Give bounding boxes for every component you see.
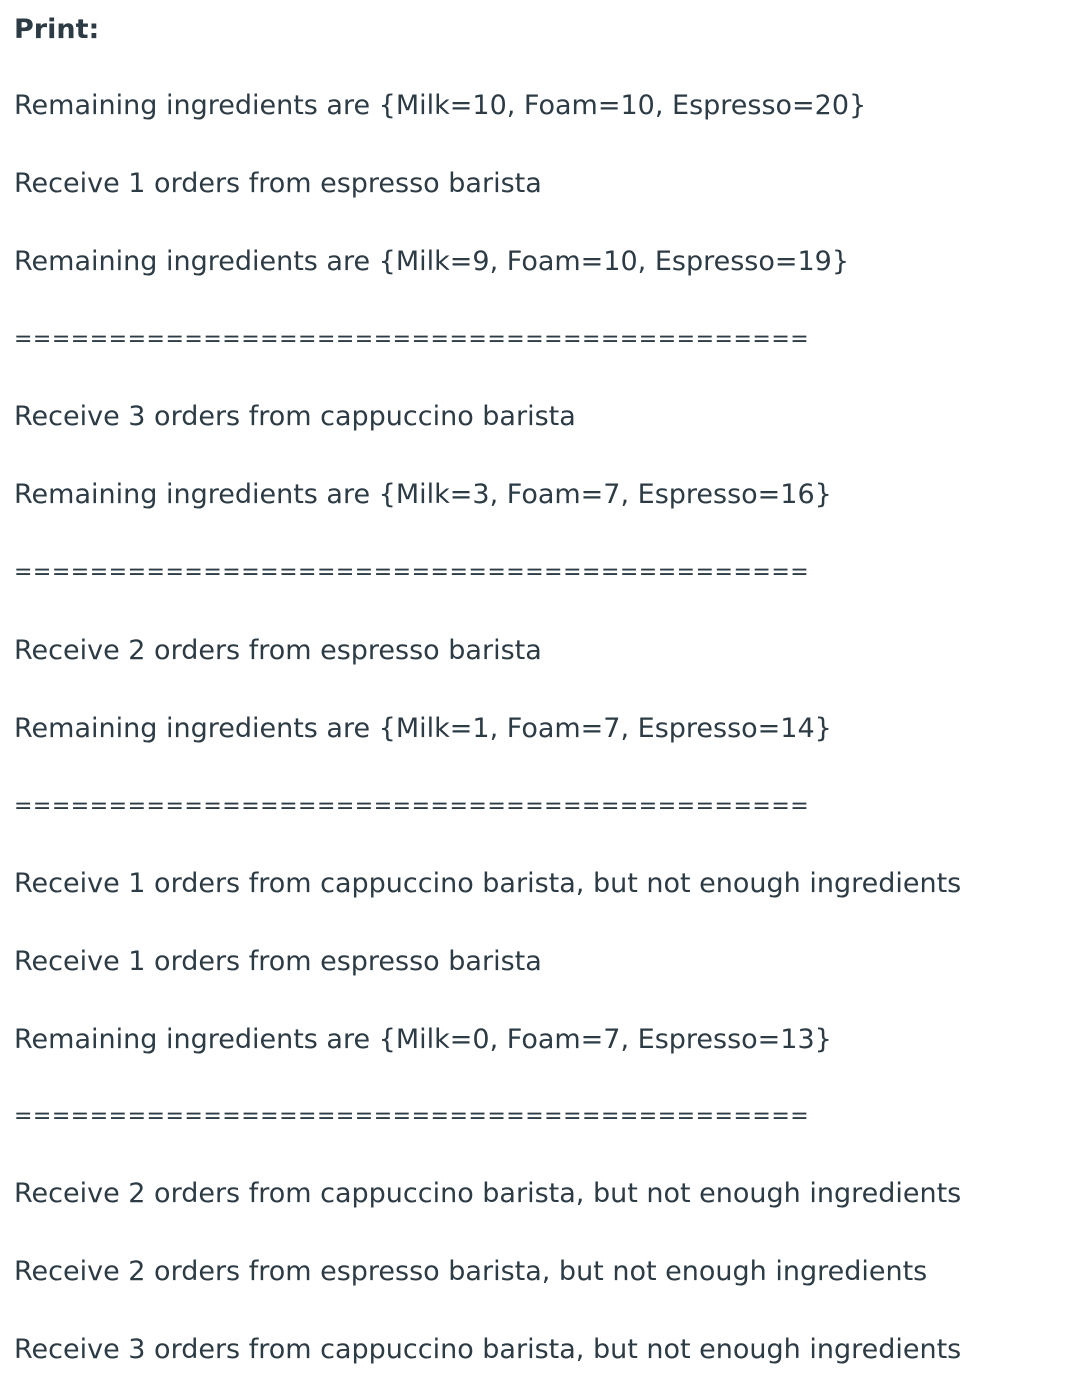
- output-line: Remaining ingredients are {Milk=9, Foam=10, Espresso=19}: [14, 246, 850, 277]
- separator-line: ==========================================: [14, 794, 810, 819]
- output-line: Remaining ingredients are {Milk=10, Foam=10, Espresso=20}: [14, 90, 867, 121]
- output-line: Remaining ingredients are {Milk=3, Foam=7, Espresso=16}: [14, 479, 832, 510]
- separator-line: ==========================================: [14, 327, 810, 352]
- output-line: Receive 1 orders from cappuccino barista, but not enough ingredients: [14, 868, 962, 899]
- output-line: Remaining ingredients are {Milk=0, Foam=7, Espresso=13}: [14, 1024, 832, 1055]
- output-line: Receive 3 orders from cappuccino barista, but not enough ingredients: [14, 1334, 962, 1365]
- separator-line: ==========================================: [14, 1104, 810, 1129]
- output-line: Receive 1 orders from espresso barista: [14, 946, 542, 977]
- output-line: Receive 3 orders from cappuccino barista: [14, 401, 576, 432]
- output-line: Receive 2 orders from cappuccino barista, but not enough ingredients: [14, 1178, 962, 1209]
- output-line: Receive 2 orders from espresso barista: [14, 635, 542, 666]
- print-heading: Print:: [14, 14, 100, 45]
- output-line: Receive 1 orders from espresso barista: [14, 168, 542, 199]
- output-line: Receive 2 orders from espresso barista, but not enough ingredients: [14, 1256, 928, 1287]
- separator-line: ==========================================: [14, 560, 810, 585]
- output-line: Remaining ingredients are {Milk=1, Foam=7, Espresso=14}: [14, 713, 832, 744]
